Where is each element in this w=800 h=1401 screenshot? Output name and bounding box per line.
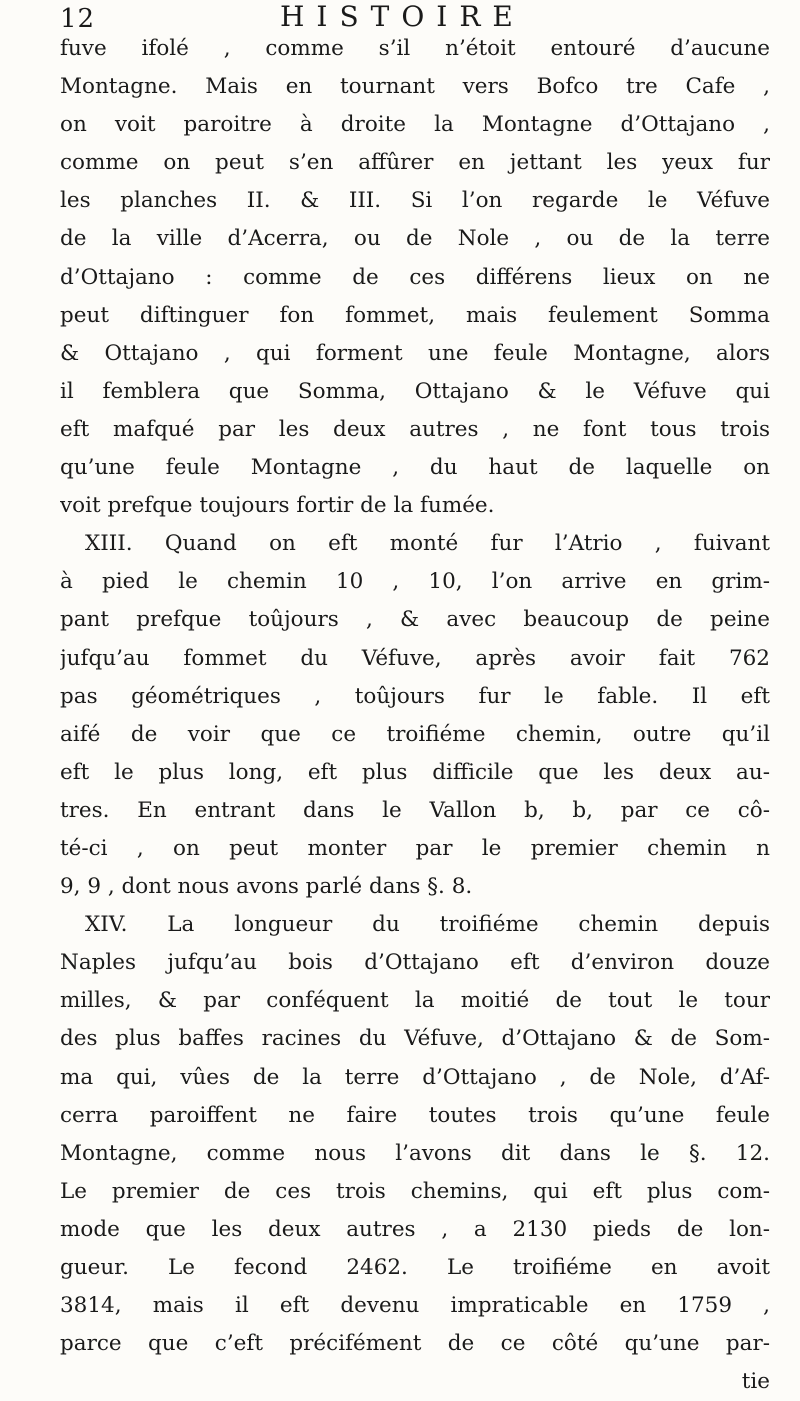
text-line: parce que c’eft précifément de ce côté qu’une par-: [60, 1331, 770, 1357]
section-heading-line: XIII. Quand on eft monté fur l’Atrio , fuivant: [85, 531, 770, 557]
text-line: jufqu’au fommet du Véfuve, après avoir fait 762: [60, 645, 770, 671]
text-line: fuve ifolé , comme s’il n’étoit entouré d’aucune: [60, 36, 770, 61]
text-line: Le premier de ces trois chemins, qui eft plus com-: [60, 1178, 770, 1204]
text-line: on voit paroitre à droite la Montagne d’Ottajano ,: [60, 112, 770, 138]
text-line: il femblera que Somma, Ottajano & le Véfuve qui: [60, 378, 770, 404]
text-line: ma qui, vûes de la terre d’Ottajano , de Nole, d’Af-: [60, 1064, 770, 1090]
text-line: cerra paroiffent ne faire toutes trois qu’une feule: [60, 1102, 770, 1128]
text-line: 9, 9 , dont nous avons parlé dans §. 8.: [60, 874, 473, 900]
text-line: tres. En entrant dans le Vallon b, b, par ce cô-: [60, 797, 770, 823]
text-line: pas géométriques , toûjours fur le fable. Il eft: [60, 683, 770, 709]
running-title: HISTOIRE: [280, 0, 525, 33]
text-line: Montagne, comme nous l’avons dit dans le §. 12.: [60, 1140, 770, 1166]
body-text: [60, 30, 770, 1401]
catchword: tie: [741, 1369, 770, 1395]
text-line: milles, & par conféquent la moitié de tout le tour: [60, 988, 770, 1014]
text-line: les planches II. & III. Si l’on regarde le Véfuve: [60, 188, 770, 214]
text-line: aifé de voir que ce troifiéme chemin, outre qu’il: [60, 721, 770, 747]
text-line: voit prefque toujours fortir de la fumée.: [60, 493, 495, 519]
text-line: pant prefque toûjours , & avec beaucoup de peine: [60, 607, 770, 633]
text-line: d’Ottajano : comme de ces différens lieux on ne: [60, 264, 770, 290]
text-line: eft mafqué par les deux autres , ne font tous trois: [60, 416, 770, 442]
text-line: mode que les deux autres , a 2130 pieds de lon-: [60, 1216, 770, 1242]
text-line: qu’une feule Montagne , du haut de laquelle on: [60, 455, 770, 481]
text-line: comme on peut s’en affûrer en jettant les yeux fur: [60, 150, 770, 176]
section-heading-line: XIV. La longueur du troifiéme chemin depuis: [85, 912, 770, 938]
text-line: 3814, mais il eft devenu impraticable en 1759 ,: [60, 1293, 770, 1319]
text-line: à pied le chemin 10 , 10, l’on arrive en grim-: [60, 569, 770, 595]
text-line: eft le plus long, eft plus difficile que les deux au-: [60, 759, 770, 785]
page-number: 12: [60, 4, 96, 34]
text-line: gueur. Le fecond 2462. Le troifiéme en avoit: [60, 1255, 770, 1280]
text-line: Montagne. Mais en tournant vers Bofco tre Cafe ,: [60, 74, 770, 100]
text-line: des plus baffes racines du Véfuve, d’Ottajano & de Som-: [60, 1026, 770, 1052]
text-line: Naples jufqu’au bois d’Ottajano eft d’environ douze: [60, 950, 770, 976]
text-line: de la ville d’Acerra, ou de Nole , ou de la terre: [60, 226, 770, 252]
text-line: & Ottajano , qui forment une feule Montagne, alors: [60, 340, 770, 366]
text-line: peut diftinguer fon fommet, mais feulement Somma: [60, 302, 770, 328]
text-line: té-ci , on peut monter par le premier chemin n: [60, 835, 770, 861]
